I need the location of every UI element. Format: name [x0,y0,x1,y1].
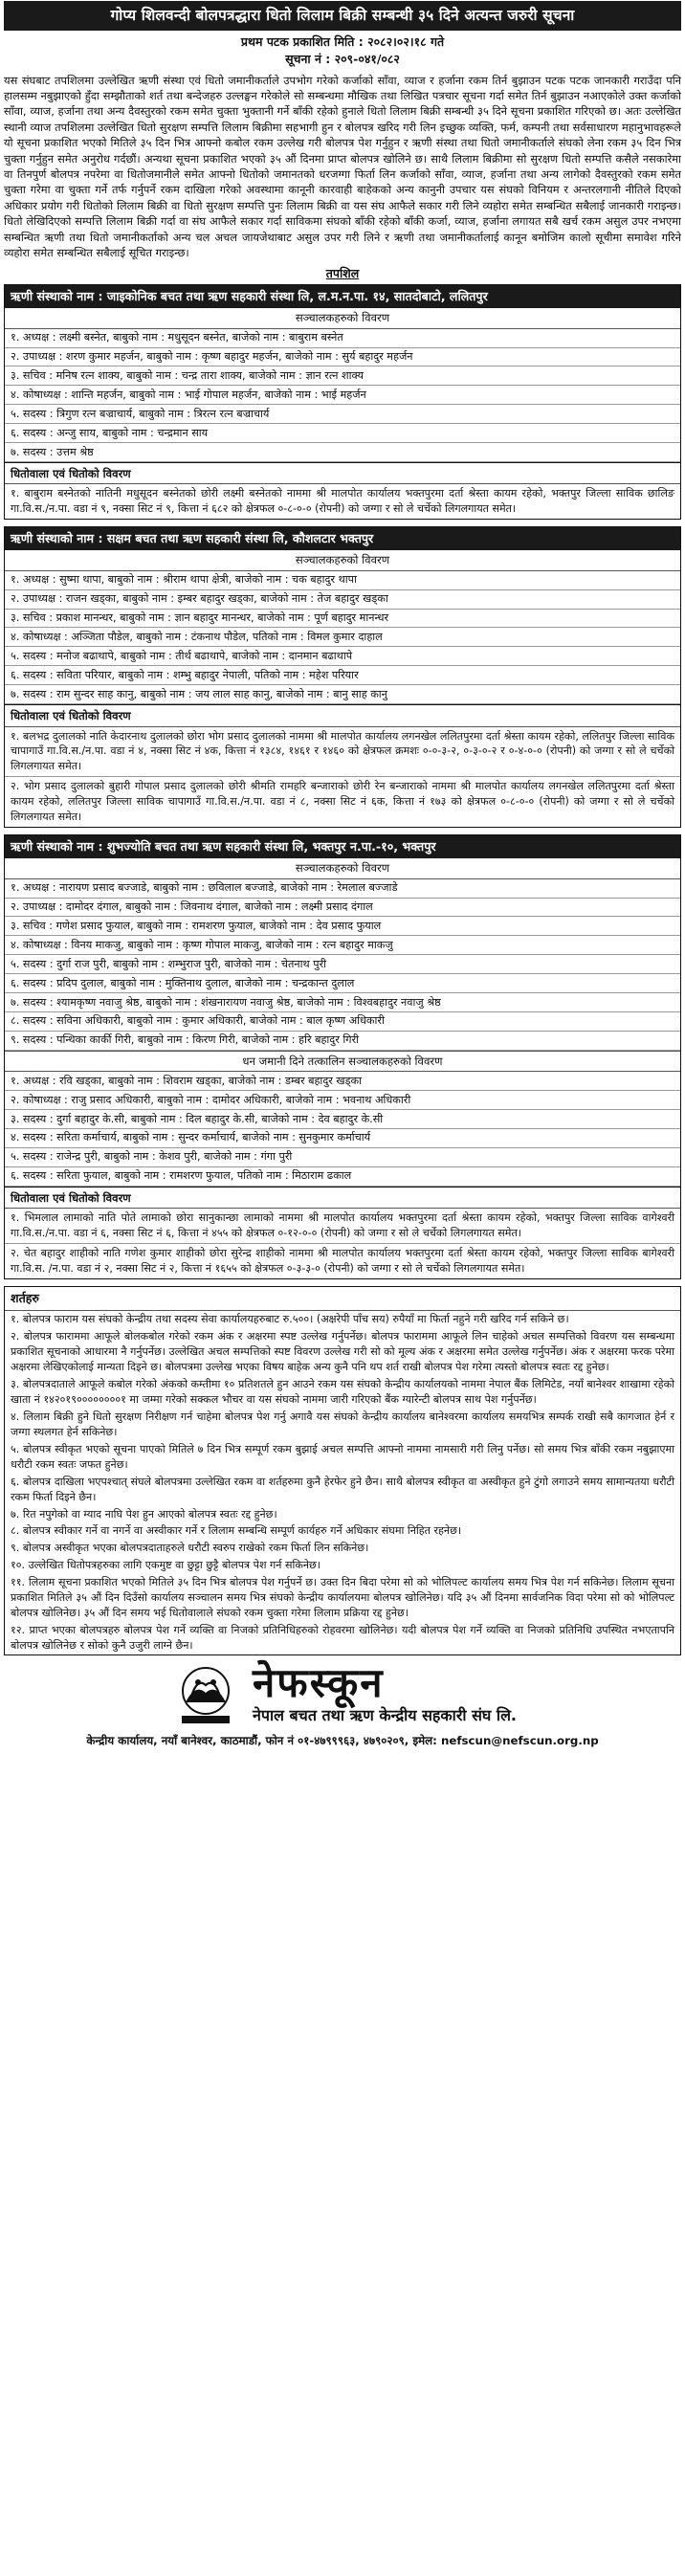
guarantor-member-row: ६. सदस्य : सरिता फुयाल, बाबुको नाम : रामशरण फुयाल, पतिको नाम : मिठाराम ढकाल [5,1167,680,1187]
term-item: १. बोलपत्र फाराम यस संघको केन्द्रीय तथा सदस्य सेवा कार्यालयहरुबाट रु.५००। (अक्षरेपी पाँच सय) रुपैयाँ मा फिर्ता नहुने गरी खरिद गर्न सकिने छ। [11,1312,569,1325]
board-member-row: १. अध्यक्ष : सुष्मा थापा, बाबुको नाम : श्रीराम थापा क्षेत्री, बाजेको नाम : चक बहादुर थापा [5,571,680,590]
board-member-row: ३. सचिव : गणेश प्रसाद फुयाल, बाबुको नाम : रामशरण फुयाल, बाजेको नाम : देव प्रसाद फुयाल [5,917,680,936]
term-item: १२. प्राप्त भएका बोलपत्रहरु बोलपत्र पेश गर्ने व्यक्ति वा निजको प्रतिनिधिहरुको रोहवरमा खोलिनेछ। यदी बोलपत्र पेश गर्ने व्यक्ति वा निजको प्रतिनिधि उपस्थित नभएतापनि बोलपत्र खोलिनेछ र सोको कुनै उजुरी लाग्ने छैन। [11,1624,674,1653]
collateral-item: २. चेत बहादुर शाहीको नाति गणेश कुमार शाहीको छोरा सुरेन्द्र शाहीको नाममा श्री मालपोत कार्यालय भक्तपुरमा दर्ता श्रेस्ता कायम रहेको, भक्तपुर जिल्ला साविक बागेश्वरी गा.वि.स. /न.पा. वडा नं २, नक्सा सिट नं २, कित्ता नं १६५५ को क्षेत्रफल ०-३-३-० (रोपनी) को जग्गा र सो ले चर्चेको लिगलगायत समेत। [11,1247,674,1276]
terms-list [5,1311,680,1654]
term-item: ४. लिलाम बिक्री हुने धितो सुरक्षण निरीक्षण गर्न चाहेमा बोलपत्र पेश गर्नु अगावै यस संघको केन्द्रीय कार्यालय बानेश्वरमा कार्यालय समयभित्र सम्पर्क राखी सबै कागजात हेर्न र जग्गा स्थलगत हेर्न सकिनेछ। [11,1410,674,1438]
board-member-row: २. उपाध्यक्ष : राजन खड्का, बाबुको नाम : इम्बर बहादुर खड्का, बाजेको नाम : तेज बहादुर खड्का [5,590,680,610]
office-address: केन्द्रीय कार्यालय, नयाँ बानेश्वर, काठमाडौं, फोन नं ०१-४७९९९६३, ४७९०२०९, इमेल: nefscun@nefscun.org.np [86,1733,599,1747]
organization-title: ऋणी संस्थाको नाम : सक्षम बचत तथा ऋण सहकारी संस्था लि, कौशलटार भक्तपुर [5,527,680,550]
term-item: ३. बोलपत्रदाताले आफूले कबोल गरेको अंकको कम्तीमा १० प्रतिशतले हुन आउने रकम यस संघको केन्द्रीय कार्यालयको नाममा नेपाल बैंक लिमिटेड, नयाँ बानेश्वर शाखामा रहेको खाता नं १४२०१९००००००००१ मा जम्मा गरेको सक्कल भौचर वा यस संघको नाममा जारी गरिएको बैंक ग्यारेन्टी बोलपत्र साथ पेश गर्नुपर्नेछ। [11,1377,674,1406]
board-member-row: ८. सदस्य : सविना अधिकारी, बाबुको नाम : कुमार अधिकारी, बाजेको नाम : बाल कृष्ण अधिकारी [5,1012,680,1032]
nefscun-logo-icon [168,1664,243,1727]
collateral-item: १. बाबुराम बस्नेतको नातिनी मधुसूदन बस्नेतको छोरी लक्ष्मी बस्नेतको नाममा श्री मालपोत कार्यालय भक्तपुरमा दर्ता श्रेस्ता कायम रहेको, भक्तपुर जिल्ला साविक छालिङ गा.वि.स./न.पा. वडा नं ९, नक्सा सिट नं ९, कित्ता नं ६८२ को क्षेत्रफल ०-८-०-० (रोपनी) को जग्गा र सो ले चर्चेको लिगलगायत समेत। [11,487,674,516]
board-member-row: ७. सदस्य : श्यामकृष्ण नवाजु श्रेष्ठ, बाबुको नाम : शंखनारायण नवाजु श्रेष्ठ, बाजेको नाम : विश्वबहादुर नवाजु श्रेष्ठ [5,993,680,1012]
board-heading: सञ्चालकहरुको विवरण [5,858,680,878]
board-member-row: ३. सचिव : मनिष रत्न शाक्य, बाबुको नाम : चन्द्र तारा शाक्य, बाजेको नाम : ज्ञान रत्न शाक्य [5,366,680,386]
board-member-row: ५. सदस्य : त्रिगुण रत्न बज्राचार्य, बाबुको नाम : त्रिरत्न रत्न बज्राचार्य [5,405,680,424]
guarantor-member-row: २. कोषाध्यक्ष : राजु प्रसाद अधिकारी, बाबुको नाम : दामोदर अधिकारी, बाजेको नाम : भवनाथ अधिकारी [5,1091,680,1110]
guarantor-member-row: ४. सदस्य : सरिता कर्माचार्य, बाबुको नाम : सुन्दर कर्माचार्य, बाजेको नाम : सुनकुमार कर्माचार्य [5,1129,680,1148]
board-member-row: ४. कोषाध्यक्ष : विनय माकजु, बाबुको नाम : कृष्ण गोपाल माकजु, बाजेको नाम : रत्न बहादुर माकजु [5,936,680,955]
guarantor-member-row: ३. सदस्य : दुर्गा बहादुर के.सी, बाबुको नाम : दिल बहादुर के.सी, बाजेको नाम : देव बहादुर के.सी [5,1110,680,1129]
board-member-row: ९. सदस्य : पन्थिका कार्की गिरी, बाबुको नाम : किरण गिरी, बाजेको नाम : हरि बहादुर गिरी [5,1032,680,1051]
organization-box [4,834,681,1279]
board-member-row: ५. सदस्य : मनोज बढाथापे, बाबुको नाम : तीर्थ बढाथापे, बाजेको नाम : दानमान बढाथापे [5,647,680,666]
board-member-row: ६. सदस्य : प्रदिप दुलाल, बाबुको नाम : मुक्तिनाथ दुलाल, बाजेको नाम : चन्द्रकान्त दुलाल [5,974,680,993]
term-item: ५. बोलपत्र स्वीकृत भएको सूचना पाएको मितिले ७ दिन भित्र सम्पूर्ण रकम बुझाई अचल सम्पत्ति आफ्नो नाममा नामसारी गरी लिनु पर्नेछ। सो समय भित्र बाँकी रकम नबुझाएमा धरौटी रकम स्वतः जफत हुनेछ। [11,1442,674,1471]
footer-brand [4,1659,681,1727]
organization-list [4,284,681,1279]
details-heading: तपशिल [325,265,360,280]
term-item: ७. रित नपुगेको वा म्याद नाघि पेश हुन आएको बोलपत्र स्वतः रद्द हुनेछ। [11,1507,277,1521]
guarantor-member-row: १. अध्यक्ष : रवि खड्का, बाबुको नाम : शिवराम खड्का, बाजेको नाम : डम्बर बहादुर खड्का [5,1072,680,1091]
collateral-item: २. भोग प्रसाद दुलालको बुहारी गोपाल प्रसाद दुलालको छोरी श्रीमति रामहरि बन्जाराको छोरी रेन बन्जाराको नाममा श्री मालपोत कार्यालय लगनखेल ललितपुरमा दर्ता श्रेस्ता कायम रहेको, ललितपुर जिल्ला साविक चापागाउँ गा.वि.स./न.पा. वडा नं ८, नक्सा सिट नं ६क, कित्ता नं १७३ को क्षेत्रफल ०-८-०-० (रोपनी) को जग्गा र सो ले चर्चेको लिगलगायत समेत। [11,780,674,824]
board-member-row: ४. कोषाध्यक्ष : अञ्जिता पौडेल, बाबुको नाम : टंकनाथ पौडेल, पतिको नाम : विमल कुमार दाहाल [5,628,680,647]
brand-name: नेफस्कून [253,1659,385,1707]
board-heading: सञ्चालकहरुको विवरण [5,308,680,328]
board-member-row: ७. सदस्य : उत्तम श्रेष्ठ [5,443,680,462]
organization-box [4,526,681,828]
terms-section [4,1286,681,1655]
collateral-item: १. बलभद्र दुलालको नाति केदारनाथ दुलालको छोरा भोग प्रसाद दुलालको नाममा श्री मालपोत कार्यालय लगनखेल ललितपुरमा दर्ता श्रेस्ता कायम रहेको, ललितपुर जिल्ला साविक चापागाउँ गा.वि.स./न.पा. वडा नं ४, नक्सा सिट नं ४क, कित्ता नं १३८४, १४६१ र १४६० को क्षेत्रफल क्रमशः ०-०-३-२, ०-३-०-२ र ०-४-०-० (रोपनी) को जग्गा र सो ले चर्चेको लिगलगायत समेत। [5,727,680,778]
organization-title: ऋणी संस्थाको नाम : शुभज्योति बचत तथा ऋण सहकारी संस्था लि, भक्तपुर न.पा.-१०, भक्तपुर [5,835,680,858]
guarantor-member-row: ५. सदस्य : राजेन्द्र पुरी, बाबुको नाम : केशव पुरी, बाजेको नाम : गंगा पुरी [5,1148,680,1167]
notice-title: गोप्य शिलवन्दी बोलपत्रद्धारा धितो लिलाम बिक्री सम्बन्धी ३५ दिने अत्यन्त जरुरी सूचना [4,1,681,31]
board-heading: सञ्चालकहरुको विवरण [5,550,680,570]
terms-heading: शर्तहरु [5,1287,680,1311]
organization-title: ऋणी संस्थाको नाम : जाइकोनिक बचत तथा ऋण सहकारी संस्था लि, ल.म.न.पा. १४, सातदोबाटो, ललितपुर [5,285,680,308]
board-member-row: ३. सचिव : प्रकाश मानन्धर, बाबुको नाम : ज्ञान बहादुर मानन्धर, बाजेको नाम : पूर्ण बहादुर मानन्धर [5,610,680,629]
published-date: प्रथम पटक प्रकाशित मिति : २०८२।०२।१८ गते [240,34,445,49]
collateral-item: १. भिमलाल लामाको नाति पोते लामाको छोरा सानुकान्छा लामाको नाममा श्री मालपोत कार्यालय भक्तपुरमा दर्ता श्रेस्ता कायम रहेको, भक्तपुर जिल्ला साविक वागेश्वरी गा.वि.स./न.पा. वडा नं ६, नक्सा सिट नं ६, कित्ता नं ४५५ को क्षेत्रफल ०-१२-०-० (रोपनी) को जग्गा र सो ले चर्चेको लिगलगायत समेत। [5,1209,680,1244]
term-item: ११. लिलाम सूचना प्रकाशित भएको मितिले ३५ दिन भित्र बोलपत्र पेश गर्नुपर्ने छ। उक्त दिन बिदा परेमा सो को भोलिपल्ट कार्यालय समय भित्र पेश गर्न सकिनेछ। लिलाम सूचना प्रकाशित मितिले ३५ औं दिन दिउँसो कार्यालय सञ्चालन समय भित्र संघको केन्द्रीय कार्यालयमा बोलपत्र खोलिनेछ। यदि ३५ औं दिनमा सार्वजनिक विदा परेमा सो को भोलिपल्ट बोलपत्र खोलिनेछ। ३५ औं दिन समय भई धितोवालाले संघको रकम चुक्ता गरेमा लिलाम प्रक्रिया रद्द हुनेछ। [11,1576,674,1620]
collateral-heading: धितोवाला एवं धितोको विवरण [5,1187,680,1209]
board-member-row: १. अध्यक्ष : लक्ष्मी बस्नेत, बाबुको नाम : मधुसूदन बस्नेत, बाजेको नाम : बाबुराम बस्नेत [5,329,680,348]
intro-paragraph: यस संघबाट तपशिलमा उल्लेखित ऋणी संस्था एवं धितो जमानीकर्ताले उपभोग गरेको कर्जाको साँवा, व्याज र हर्जाना रकम तिर्न बुझाउन पटक पटक जानकारी गराउँदा पनि हालसम्म नबुझाएको हुँदा सम्झौताको शर्त तथा बन्देजहरु उल्लङ्घन गरेकोले सो सम्बन्धमा मौखिक तथा लिखित पत्रचार सूचना गर्दा समेत तिर्न बुझाउन नआएकोले उक्त कर्जाको साँवा, व्याज, हर्जाना तथा अन्य दैवस्तुरको रकम समेत चुक्ता भुक्तानी गर्ने बाँकी रहेको हुनाले धितो लिलाम बिक्री सम्बन्धी ३५ दिने सूचना प्रकाशित गरिएको छ। अतः उल्लेखित स्थानी व्याज तपशिलमा उल्लेखित धितो सुरक्षण सम्पत्ति लिलाम बिक्रीमा सहभागी हुन र बोलपत्र खरिद गरी लिन इच्छुक व्यक्ति, फर्म, कम्पनी तथा सर्वसाधारण महानुभावहरूले यो सूचना प्रकाशित भएको मितिले ३५ दिन भित्र आफ्नो कबोल रकम उल्लेख गरी बोलपत्र पेश गर्नुहुन र ऋणी संस्था तथा धितो जमानीकर्ताले संघको लेना रकम ३५ दिन भित्र चुक्ता गर्नुहुन समेत अनुरोध गर्दछौं। अन्यथा सूचना प्रकाशित भएको ३५ औं दिनमा प्राप्त बोलपत्र खोलिने छ। साथै लिलाम बिक्रीमा सो सुरक्षण धितो सम्पत्ति कसैले नसकारेमा वा तिनपुर्ण बोलपत्र नपरेमा वा धितोजमानीले समेत आफ्नो धितोको जमानतको धरजग्गा फिर्ता लिन कर्जाको साँवा, व्याज, हर्जाना तथा अन्य लागेको दैवस्तुरको रकम समेत चुक्ता गरेमा वा चुक्ता गर्ने तर्फ गर्नुपर्ने रकम दाखिला गरेको अवस्थामा कानूनी कारवाही बाहेकको अन्य कानुनी उपचार यस संघको विनियम र अन्तरलगानी नीतिले दिएको अधिकार प्रयोग गरी धितोको लिलाम बिक्री वा धितो सुरक्षण सम्पत्ति पुनः लिलाम बिक्री वा यस संघ आफैले सकार गरी लिने व्यहोरा समेत सम्बन्धित सबैलाई जानकारी गराइन्छ। धितो लेखिदिएको सम्पत्ति लिलाम बिक्री गर्दा वा संघ आफैले सकार गर्दा साविकमा संघको बाँकी रहेको बाँकी कर्जा, व्याज, हर्जाना लगायत सबै खर्च रकम असुल उपर नभएमा सम्बन्धित ऋणी तथा धितो जमानीकर्ताको अन्य चल अचल जायजेथाबाट असुल उपर गरी लिने र ऋणी तथा जमानीकर्तालाई कानून बमोजिम कालो सूचीमा समावेश गरिने व्यहोरा समेत सम्बन्धित सबैलाई सूचित गराइन्छ। [4,73,681,260]
board-member-row: ६. सदस्य : अन्जु साय, बाबुको नाम : चन्द्रमान साय [5,424,680,443]
organization-box [4,284,681,520]
notice-number: सूचना नं : २०९-०४१/०८२ [285,51,400,66]
term-item: ६. बोलपत्र दाखिला भएपश्चात् संघले बोलपत्रमा उल्लेखित रकम वा शर्तहरुमा कुनै हेरफेर हुने छैन। साथै बोलपत्र स्वीकृत वा अस्वीकृत हुने टुंगो लगाउने समय सामान्यतया धरौटी रकम फिर्ता दिइने छैन। [11,1475,674,1503]
board-member-row: २. उपाध्यक्ष : शरण कुमार महर्जन, बाबुको नाम : कृष्ण बहादुर महर्जन, बाजेको नाम : सुर्य बहादुर महर्जन [5,348,680,367]
guarantor-board-heading: धन जमानी दिने तत्कालिन सञ्चालकहरुको विवरण [5,1051,680,1072]
collateral-heading: धितोवाला एवं धितोको विवरण [5,704,680,726]
brand-block [253,1659,517,1727]
board-member-row: १. अध्यक्ष : नारायण प्रसाद बज्जाडे, बाबुको नाम : छविलाल बज्जाडे, बाजेको नाम : रेमलाल बज्जाडे [5,879,680,899]
board-member-row: २. उपाध्यक्ष : दामोदर दंगाल, बाबुको नाम : जिवनाथ दंगाल, बाजेको नाम : लक्ष्मी प्रसाद दंगाल [5,899,680,918]
board-member-row: ६. सदस्य : सविता परियार, बाबुको नाम : शम्भु बहादुर नेपाली, पतिको नाम : महेश परियार [5,666,680,685]
collateral-heading: धितोवाला एवं धितोको विवरण [5,462,680,484]
term-item: ९. बोलपत्र अस्वीकृत भएका बोलपत्रदाताहरुले धरौटी स्वरुप राखेको रकम फिर्ता लिन सकिनेछ। [11,1542,369,1555]
term-item: ८. बोलपत्र स्वीकार गर्ने वा नगर्ने वा अस्वीकार गर्ने र लिलाम सम्बन्धि सम्पूर्ण कार्यहरु गर्ने अधिकार संघमा निहित रहनेछ। [11,1524,462,1538]
term-item: २. बोलपत्र फाराममा आफूले बोलकबोल गरेको रकम अंक र अक्षरमा स्पष्ट उल्लेख गर्नुपर्नेछ। बोलपत्र फाराममा आफूले लिन चाहेको अचल सम्पत्तिको विवरण यस सम्बन्धमा प्रकाशित सूचनाको आधारमा नै गर्नुपर्नेछ। उल्लेखित अचल सम्पत्तिको स्पष्ट विवरण उल्लेख गरी सो को मूल्य अंक र अक्षरमा समेत उल्लेख गर्नुपर्नेछ। अंक र अक्षरमा फरक परेमा अक्षरमा लेखिएकोलाई मान्यता दिइने छ। बोलपत्रमा उल्लेख भएका विषय बाहेक अन्य कुनै पनि थप शर्त राखी बोलपत्र पेश गरेमा त्यस्तो बोलपत्र स्वतः रद्द हुनेछ। [11,1329,674,1373]
board-member-row: ४. कोषाध्यक्ष : शान्ति महर्जन, बाबुको नाम : भाई गोपाल महर्जन, बाजेको नाम : भाई महर्जन [5,386,680,405]
brand-full-name: नेपाल बचत तथा ऋण केन्द्रीय सहकारी संघ लि. [253,1706,517,1725]
board-member-row: ७. सदस्य : राम सुन्दर साह कानु, बाबुको नाम : जय लाल साह कानु, बाजेको नाम : बानु साह कानु [5,685,680,704]
term-item: १०. उल्लेखित धितोपत्रहरुका लागि एकमुष्ट वा छुट्टा छुट्टै बोलपत्र पेश गर्न सकिनेछ। [11,1559,321,1572]
board-member-row: ५. सदस्य : दुर्गा राज पुरी, बाबुको नाम : शम्भुराज पुरी, बाजेको नाम : चेतनाथ पुरी [5,955,680,974]
